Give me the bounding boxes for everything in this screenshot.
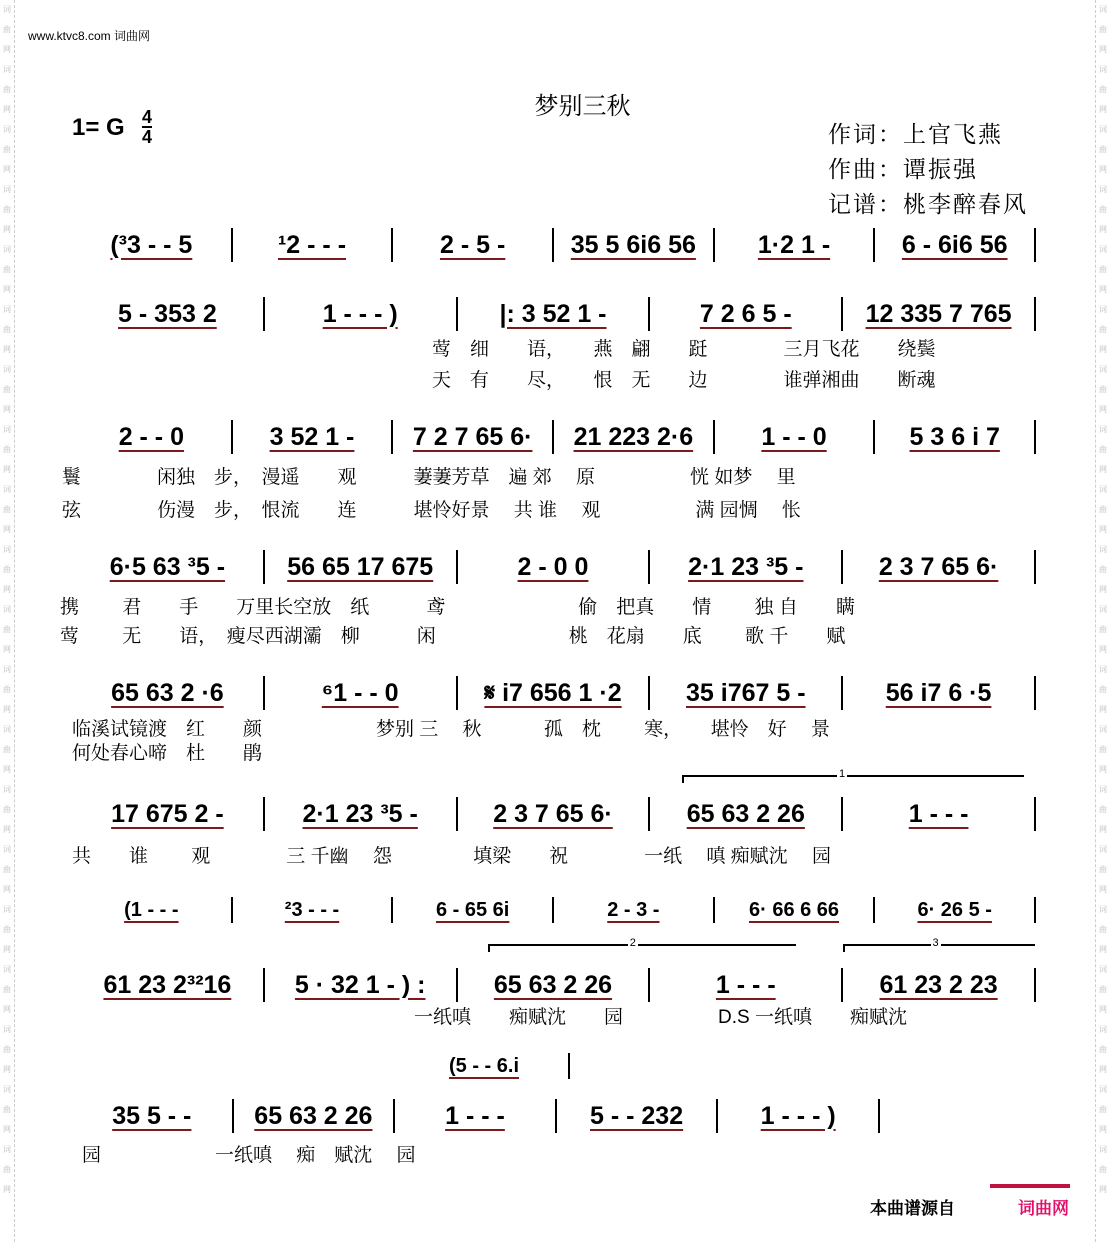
notation-system: [72, 676, 1036, 710]
measure: 21 223 2·6: [573, 422, 694, 451]
brand-logo-bar: [990, 1184, 1070, 1188]
source-note: 本曲谱源自: [870, 1199, 955, 1218]
lyric-line: 一纸嗔 痴赋沈 园 D.S 一纸嗔 痴赋沈: [72, 1007, 907, 1028]
key-signature: 1= G: [72, 114, 125, 141]
measure: 6 - 6i6 56: [901, 230, 1008, 259]
meter-top: 4: [142, 107, 153, 127]
lyric-line: 何处春心啼 杜 鹃: [72, 743, 263, 764]
measure: 17 675 2 -: [111, 799, 224, 828]
measure: 2 - 3 -: [607, 898, 660, 921]
measure: 7 2 7 65 6·: [412, 422, 533, 451]
notation-system: [400, 1053, 570, 1079]
lyric-line: 莺 无 语， 瘦尽西湖灞 柳 闲 桃 花扇 底 歌 千 赋: [60, 626, 846, 647]
measure: 61 23 2 23: [879, 970, 998, 999]
barline: [1034, 550, 1036, 584]
notation-system: [72, 228, 1036, 262]
measure: 1 - - - ): [760, 1101, 836, 1130]
barline: [1034, 297, 1036, 331]
lyric-line: 携 君 手 万里长空放 纸 鸢 偷 把真 情 独 自 瞒: [60, 597, 855, 618]
brand-logo: 词曲网: [1018, 1199, 1069, 1218]
time-signature: [142, 108, 152, 146]
measure: 65 63 2 ·6: [111, 678, 224, 707]
volta-1: 1: [682, 775, 1024, 783]
barline: [1034, 797, 1036, 831]
measure: 6· 66 6 66: [748, 898, 840, 921]
barline: [1034, 420, 1036, 454]
measure: ⁶1 - - 0: [321, 678, 399, 707]
measure: (³3 - - 5: [110, 230, 193, 259]
measure: 65 63 2 26: [493, 970, 613, 999]
barline: [1034, 897, 1036, 923]
measure: 2·1 23 ³5 -: [302, 799, 418, 828]
lyric-line: 鬟 闲独 步， 漫遥 观 萋萋芳草 遍 郊 原 恍 如梦 里: [62, 467, 796, 488]
measure: ²3 - - -: [284, 898, 340, 921]
barline: [878, 1099, 880, 1133]
measure: 35 5 6i6 56: [570, 230, 696, 259]
lyric-line: 弦 伤漫 步， 恨流 连 堪怜好景 共 谁 观 满 园惆 怅: [62, 500, 801, 521]
song-title: 梦别三秋: [534, 93, 631, 120]
notation-system: [72, 1099, 880, 1133]
measure: 1 - - -: [445, 1101, 505, 1130]
measure: 35 i767 5 -: [686, 678, 806, 707]
measure: (1 - - -: [124, 898, 179, 921]
measure: 1 - - - ): [322, 299, 398, 328]
measure: 6 - 65 6i: [435, 898, 510, 921]
site-watermark: www.ktvc8.com 词曲网: [28, 29, 151, 43]
volta-2: 2: [488, 944, 796, 952]
measure: 2 - 0 0: [517, 552, 589, 581]
notation-system: [72, 797, 1036, 831]
lyric-line: 莺 细 语， 燕 翩 跹 三月飞花 绕鬓: [432, 339, 936, 360]
measure: 61 23 2³²16: [103, 970, 232, 999]
measure: 1 - - -: [908, 799, 969, 828]
measure: |: 3 52 1 -: [499, 299, 607, 328]
notation-system: [72, 550, 1036, 584]
measure: 2 - - 0: [118, 422, 184, 451]
measure: 7 2 6 5 -: [699, 299, 792, 328]
barline: [1034, 968, 1036, 1002]
measure: 2·1 23 ³5 -: [688, 552, 804, 581]
volta-3: 3: [843, 944, 1035, 952]
barline: [1034, 228, 1036, 262]
measure: ¹2 - - -: [277, 230, 347, 259]
measure: 1 - - 0: [761, 422, 827, 451]
lyric-line: 临溪试镜渡 红 颜 梦别 三 秋 孤 枕 寒， 堪怜 好 景: [72, 719, 830, 740]
measure: 1·2 1 -: [757, 230, 831, 259]
measure: 2 3 7 65 6·: [878, 552, 999, 581]
measure: 6· 26 5 -: [917, 898, 992, 921]
barline: [1034, 676, 1036, 710]
measure: 2 3 7 65 6·: [493, 799, 613, 828]
measure: 65 63 2 26: [686, 799, 805, 828]
measure: 𝄋 i7 656 1 ·2: [484, 678, 622, 707]
barline: [568, 1053, 570, 1079]
watermark-right: 词曲网 词曲网 词曲网 词曲网 词曲网 词曲网 词曲网 词曲网 词曲网 词曲网 词曲网 词曲网 词曲网 词曲网 词曲网 词曲网 词曲网 词曲网 词曲网 词曲网: [1095, 0, 1110, 1242]
measure: 56 i7 6 ·5: [885, 678, 992, 707]
transcriber: 记谱：桃李醉春风: [828, 191, 1028, 217]
measure: 5 - - 232: [590, 1101, 684, 1130]
meter-bottom: 4: [142, 127, 153, 147]
measure: 6·5 63 ³5 -: [109, 552, 226, 581]
notation-system: [72, 420, 1036, 454]
lyric-line: 园 一纸嗔 痴 赋沈 园: [82, 1145, 416, 1166]
measure: 1 - - -: [715, 970, 776, 999]
measure: (5 - - 6.i: [448, 1054, 519, 1077]
measure: 5 · 32 1 - ) :: [294, 970, 426, 999]
watermark-left: 词曲网 词曲网 词曲网 词曲网 词曲网 词曲网 词曲网 词曲网 词曲网 词曲网 词曲网 词曲网 词曲网 词曲网 词曲网 词曲网 词曲网 词曲网 词曲网 词曲网: [0, 0, 15, 1242]
measure: 35 5 - -: [112, 1101, 192, 1130]
measure: 2 - 5 -: [440, 230, 506, 259]
measure: 56 65 17 675: [287, 552, 434, 581]
measure: 5 3 6 i 7: [909, 422, 1000, 451]
lyricist: 作词：上官飞燕: [828, 121, 1003, 147]
composer: 作曲：谭振强: [828, 156, 978, 182]
measure: 5 - 353 2: [118, 299, 217, 328]
measure: 3 52 1 -: [269, 422, 355, 451]
notation-system: [72, 897, 1036, 923]
lyric-line: 共 谁 观 三 千幽 怨 填梁 祝 一纸 嗔 痴赋沈 园: [72, 846, 831, 867]
lyric-line: 天 有 尽， 恨 无 边 谁弹湘曲 断魂: [432, 370, 936, 391]
notation-system: [72, 297, 1036, 331]
measure: 12 335 7 765: [865, 299, 1012, 328]
measure: 65 63 2 26: [254, 1101, 373, 1130]
notation-system: [72, 968, 1036, 1002]
